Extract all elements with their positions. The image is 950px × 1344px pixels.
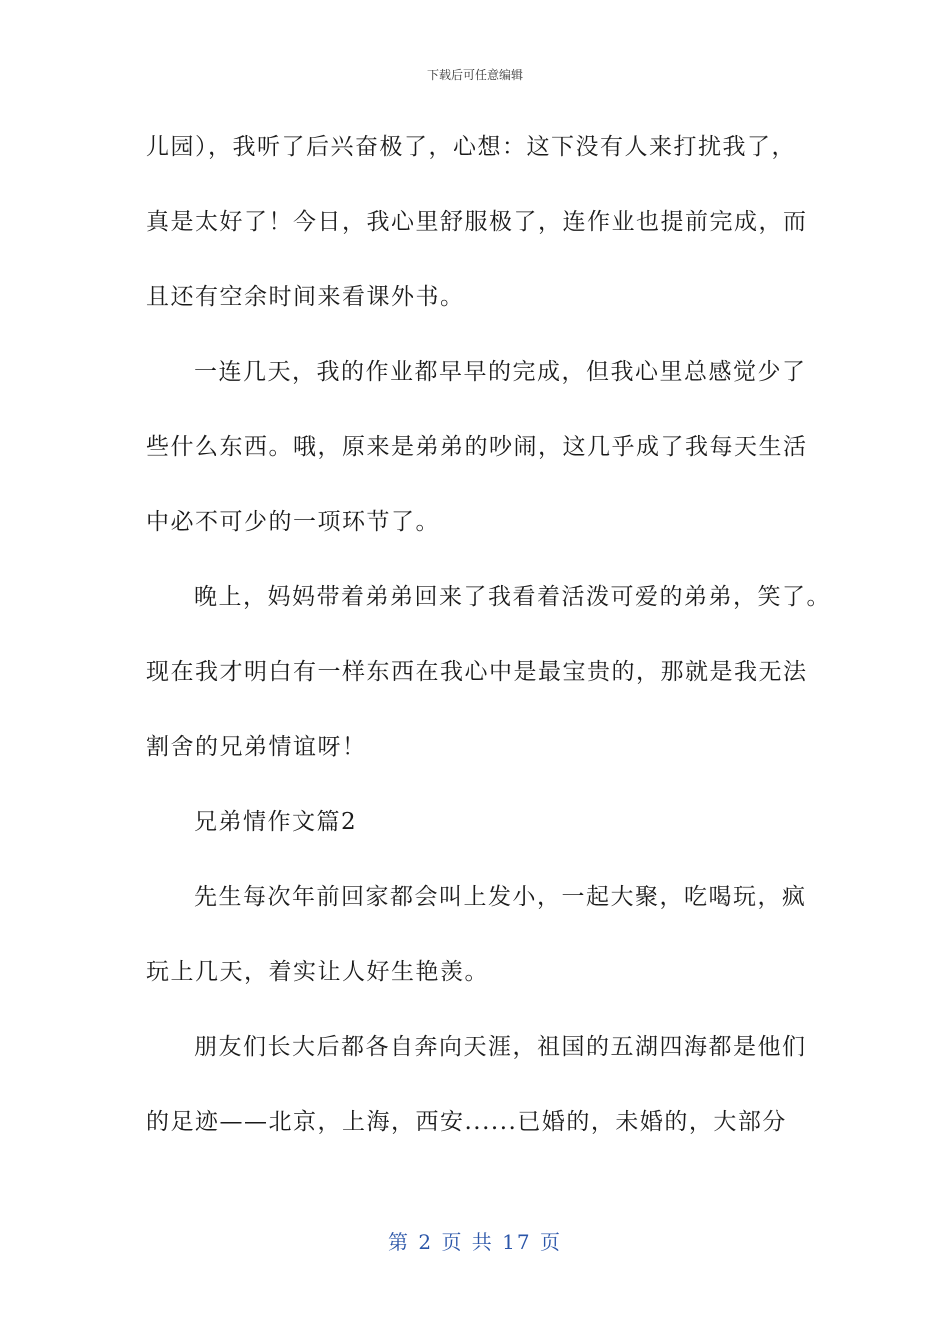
paragraph-start-line: 一连几天，我的作业都早早的完成，但我心里总感觉少了 xyxy=(194,359,807,385)
text-line: 真是太好了！今日，我心里舒服极了，连作业也提前完成，而 xyxy=(146,209,808,235)
text-line: 儿园），我听了后兴奋极了，心想：这下没有人来打扰我了， xyxy=(146,134,796,160)
text-line: 割舍的兄弟情谊呀！ xyxy=(146,734,367,760)
text-line: 玩上几天，着实让人好生艳羡。 xyxy=(146,959,489,985)
text-line: 现在我才明白有一样东西在我心中是最宝贵的，那就是我无法 xyxy=(146,659,808,685)
section-title: 兄弟情作文篇2 xyxy=(194,809,358,835)
document-body xyxy=(146,127,831,1177)
paragraph-start-line: 晚上，妈妈带着弟弟回来了我看着活泼可爱的弟弟，笑了。 xyxy=(194,584,831,610)
text-line: 且还有空余时间来看课外书。 xyxy=(146,284,465,310)
text-line: 些什么东西。哦，原来是弟弟的吵闹，这几乎成了我每天生活 xyxy=(146,434,808,460)
page-header: 下载后可任意编辑 xyxy=(426,68,523,82)
text-line: 的足迹——北京，上海，西安......已婚的，未婚的，大部分 xyxy=(146,1109,787,1135)
text-line: 中必不可少的一项环节了。 xyxy=(146,509,440,535)
page-number: 第 2 页 共 17 页 xyxy=(388,1230,562,1254)
paragraph-start-line: 朋友们长大后都各自奔向天涯，祖国的五湖四海都是他们 xyxy=(194,1034,807,1060)
paragraph-start-line: 先生每次年前回家都会叫上发小，一起大聚，吃喝玩，疯 xyxy=(194,884,807,910)
